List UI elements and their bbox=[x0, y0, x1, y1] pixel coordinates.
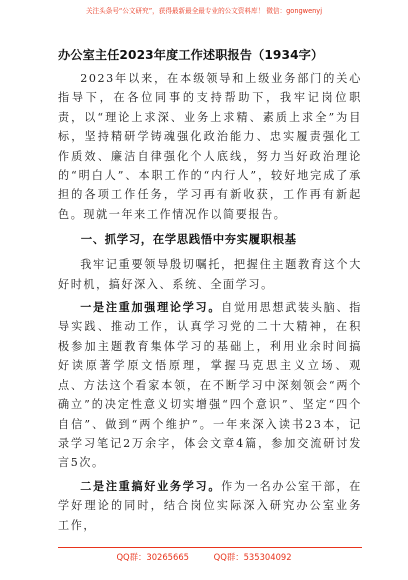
item-theory-study-text: 自觉用思想武装头脑、指导实践、推动工作，认真学习党的二十大精神，在积极参加主题教育集体学习的基础上，利用业余时间搞好读原著学原文悟原理，掌握马克思主义立场、观点、方法这个看家本领，在不断学习中深刻领会“两个确立”的决定性意义切实增强“四个意识”、坚定“四个自信”、做到“两个维护”。一年来深入读书23本，记录学习笔记2万余字，体会文章4篇，参加交流研讨发言5次。 bbox=[58, 301, 362, 470]
section-heading-1: 一、抓学习，在学思践悟中夯实履职根基 bbox=[80, 232, 297, 247]
section1-paragraph: 我牢记重要领导殷切嘱托，把握住主题教育这个大好时机，搞好深入、系统、全面学习。 bbox=[58, 258, 362, 291]
item-business-study-text: 作为一名办公室干部，在学好理论的同时，结合岗位实际深入研究办公室业务工作， bbox=[58, 479, 362, 532]
footer-divider bbox=[58, 547, 362, 548]
footer-qq-group-2: QQ群：535304092 bbox=[213, 552, 292, 562]
footer bbox=[0, 551, 408, 563]
document-title: 办公室主任2023年度工作述职报告（1934字） bbox=[58, 48, 324, 62]
item-business-study-lead: 二是注重搞好业务学习。 bbox=[80, 479, 222, 493]
top-banner: 关注头条号“公文研究”，获得最新最全最专业的公文资料库！ 微信：gongwenyj bbox=[85, 7, 323, 15]
intro-paragraph: 2023年以来，在本级领导和上级业务部门的关心指导下，在各位同事的支持帮助下，我牢记岗位职责，以“理论上求深、业务上求精、素质上求全”为目标，坚持精研学铸魂强化政治能力、忠实履责强化工作质效、廉洁自律强化个人底线，努力当好政治理论的“明白人”、本职工作的“内行人”，较好地完成了承担的各项工作任务，学习再有新收获，工作再有新起色。现就一年来工作情况作以简要报告。 bbox=[58, 72, 362, 221]
item-business-study bbox=[58, 477, 362, 535]
document-body bbox=[58, 44, 362, 535]
footer-qq-group-1: QQ群：30265665 bbox=[116, 552, 189, 562]
item-theory-study bbox=[58, 298, 362, 473]
item-theory-study-lead: 一是注重加强理论学习。 bbox=[80, 301, 222, 315]
